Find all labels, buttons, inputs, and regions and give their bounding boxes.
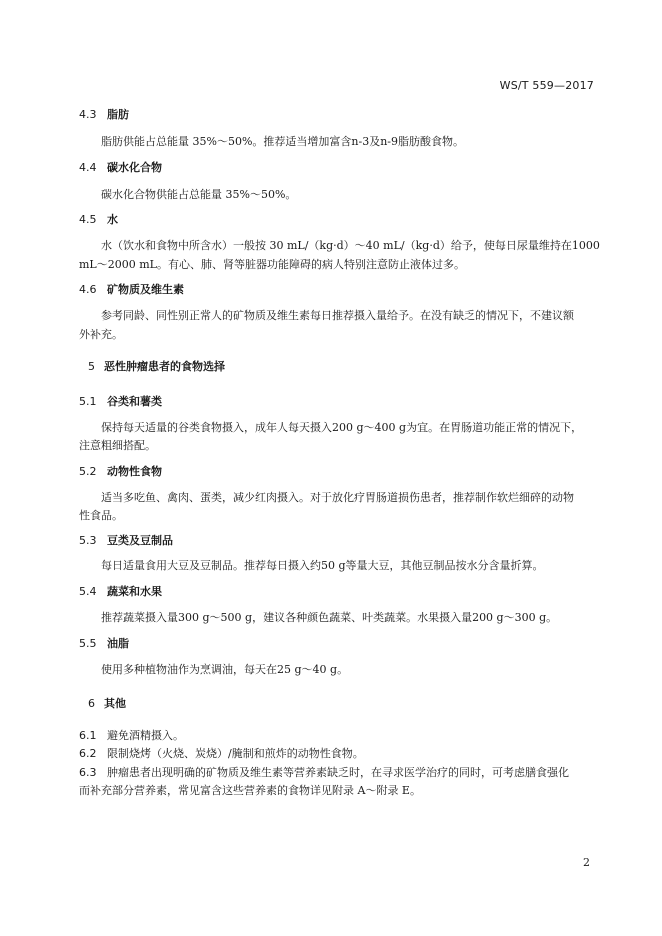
section-title: 谷类和薯类 — [107, 395, 162, 408]
section-title: 矿物质及维生素 — [107, 283, 184, 296]
section-heading-5-5 — [79, 635, 599, 653]
section-number: 5.1 — [79, 395, 97, 408]
section-number: 5.4 — [79, 585, 97, 598]
list-item-6-1 — [79, 727, 599, 745]
paragraph-5-5: 使用多种植物油作为烹调油，每天在25 g～40 g。 — [101, 663, 349, 676]
section-heading-5-1 — [79, 393, 599, 411]
paragraph-4-4: 碳水化合物供能占总能量 35%～50%。 — [101, 188, 297, 201]
section-title: 蔬菜和水果 — [107, 585, 162, 598]
section-number: 4.5 — [79, 213, 97, 226]
item-number: 6.3 — [79, 766, 97, 779]
item-number: 6.2 — [79, 747, 97, 760]
section-number: 4.3 — [79, 108, 97, 121]
list-item-6-2 — [79, 745, 599, 763]
list-item-6-3 — [79, 764, 599, 782]
paragraph-4-5-line-1: 水（饮水和食物中所含水）一般按 30 mL/（kg·d）～40 mL/（kg·d）给予，使每日尿量维持在1000 — [101, 239, 600, 252]
section-number: 5.3 — [79, 534, 97, 547]
item-text: 避免酒精摄入。 — [107, 729, 184, 742]
paragraph-5-2-line-2: 性食品。 — [79, 509, 123, 522]
list-item-6-3-line-2: 而补充部分营养素，常见富含这些营养素的食物详见附录 A～附录 E。 — [79, 784, 421, 797]
section-title: 豆类及豆制品 — [107, 534, 173, 547]
paragraph-4-3: 脂肪供能占总能量 35%～50%。推荐适当增加富含n-3及n-9脂肪酸食物。 — [101, 135, 464, 148]
section-title: 脂肪 — [107, 108, 129, 121]
paragraph-4-6-line-1: 参考同龄、同性别正常人的矿物质及维生素每日推荐摄入量给予。在没有缺乏的情况下，不建议额 — [101, 309, 574, 322]
paragraph-5-1-line-1: 保持每天适量的谷类食物摄入，成年人每天摄入200 g～400 g为宜。在胃肠道功能正常的情况下， — [101, 421, 583, 434]
section-title: 水 — [107, 213, 118, 226]
item-text: 肿瘤患者出现明确的矿物质及维生素等营养素缺乏时，在寻求医学治疗的同时，可考虑膳食强化 — [107, 766, 569, 779]
section-heading-4-4 — [79, 159, 599, 177]
item-text: 限制烧烤（火烧、炭烧）/腌制和煎炸的动物性食物。 — [107, 747, 364, 760]
paragraph-4-6-line-2: 外补充。 — [79, 328, 123, 341]
section-number: 5.2 — [79, 465, 97, 478]
chapter-number: 5 — [88, 360, 95, 373]
item-number: 6.1 — [79, 729, 97, 742]
section-heading-4-6 — [79, 281, 599, 299]
chapter-title: 恶性肿瘤患者的食物选择 — [104, 360, 225, 373]
paragraph-5-2-line-1: 适当多吃鱼、禽肉、蛋类，减少红肉摄入。对于放化疗胃肠道损伤患者，推荐制作软烂细碎的动物 — [101, 491, 574, 504]
chapter-number: 6 — [88, 697, 95, 710]
section-heading-5-4 — [79, 583, 599, 601]
paragraph-4-5-line-2: mL～2000 mL。有心、肺、肾等脏器功能障碍的病人特别注意防止液体过多。 — [79, 258, 465, 271]
chapter-title: 其他 — [104, 697, 126, 710]
paragraph-5-3: 每日适量食用大豆及豆制品。推荐每日摄入约50 g等量大豆，其他豆制品按水分含量折算。 — [101, 559, 544, 572]
section-heading-4-3 — [79, 106, 599, 124]
standard-number-header: WS/T 559—2017 — [499, 79, 594, 92]
section-number: 4.6 — [79, 283, 97, 296]
section-heading-5-2 — [79, 463, 599, 481]
section-title: 碳水化合物 — [107, 161, 162, 174]
section-heading-5-3 — [79, 532, 599, 550]
page-number: 2 — [583, 856, 590, 869]
section-number: 4.4 — [79, 161, 97, 174]
paragraph-5-4: 推荐蔬菜摄入量300 g～500 g，建议各种颜色蔬菜、叶类蔬菜。水果摄入量200 g～300 g。 — [101, 611, 558, 624]
section-title: 动物性食物 — [107, 465, 162, 478]
chapter-heading-5 — [88, 358, 608, 376]
chapter-heading-6 — [88, 695, 608, 713]
section-number: 5.5 — [79, 637, 97, 650]
paragraph-5-1-line-2: 注意粗细搭配。 — [79, 439, 156, 452]
section-title: 油脂 — [107, 637, 129, 650]
section-heading-4-5 — [79, 211, 599, 229]
